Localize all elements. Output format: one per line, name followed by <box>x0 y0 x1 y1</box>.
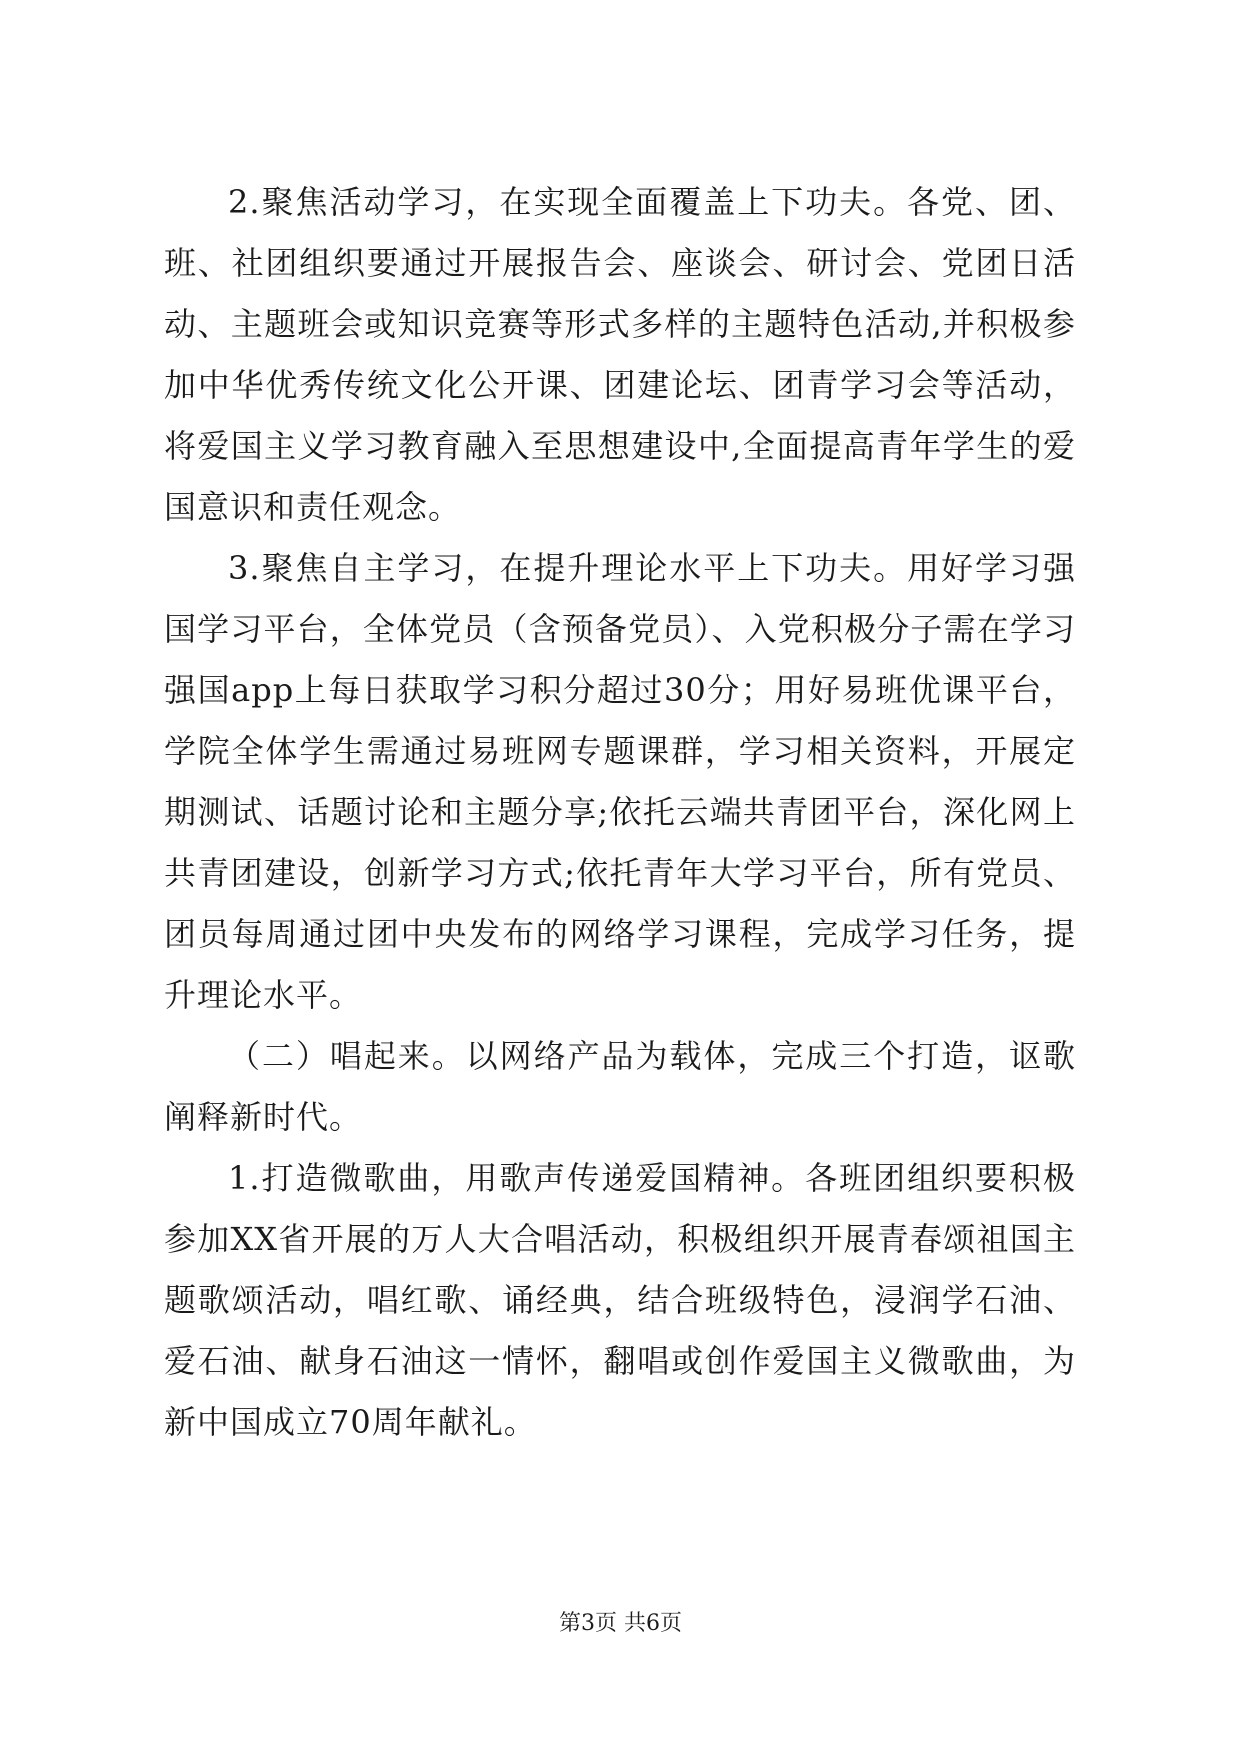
page-number-footer: 第3页 共6页 <box>559 1611 682 1636</box>
paragraph-micro-song: 1.打造微歌曲，用歌声传递爱国精神。各班团组织要积极参加XX省开展的万人大合唱活动，积极组织开展青春颂祖国主题歌颂活动，唱红歌、诵经典，结合班级特色，浸润学石油、爱石油、献身石油这一情怀，翻唱或创作爱国主义微歌曲，为新中国成立70周年献礼。 <box>164 1159 1076 1441</box>
paragraph-focus-self-learning: 3.聚焦自主学习，在提升理论水平上下功夫。用好学习强国学习平台，全体党员（含预备党员）、入党积极分子需在学习强国app上每日获取学习积分超过30分；用好易班优课平台，学院全体学生需通过易班网专题课群，学习相关资料，开展定期测试、话题讨论和主题分享;依托云端共青团平台，深化网上共青团建设，创新学习方式;依托青年大学习平台，所有党员、团员每周通过团中央发布的网络学习课程，完成学习任务，提升理论水平。 <box>164 549 1076 1014</box>
paragraph-focus-activity-learning: 2.聚焦活动学习，在实现全面覆盖上下功夫。各党、团、班、社团组织要通过开展报告会、座谈会、研讨会、党团日活动、主题班会或知识竞赛等形式多样的主题特色活动,并积极参加中华优秀传统文化公开课、团建论坛、团青学习会等活动，将爱国主义学习教育融入至思想建设中,全面提高青年学生的爱国意识和责任观念。 <box>164 183 1076 526</box>
paragraph-section-sing: （二）唱起来。以网络产品为载体，完成三个打造，讴歌阐释新时代。 <box>164 1037 1076 1136</box>
document-body <box>164 172 1076 1453</box>
